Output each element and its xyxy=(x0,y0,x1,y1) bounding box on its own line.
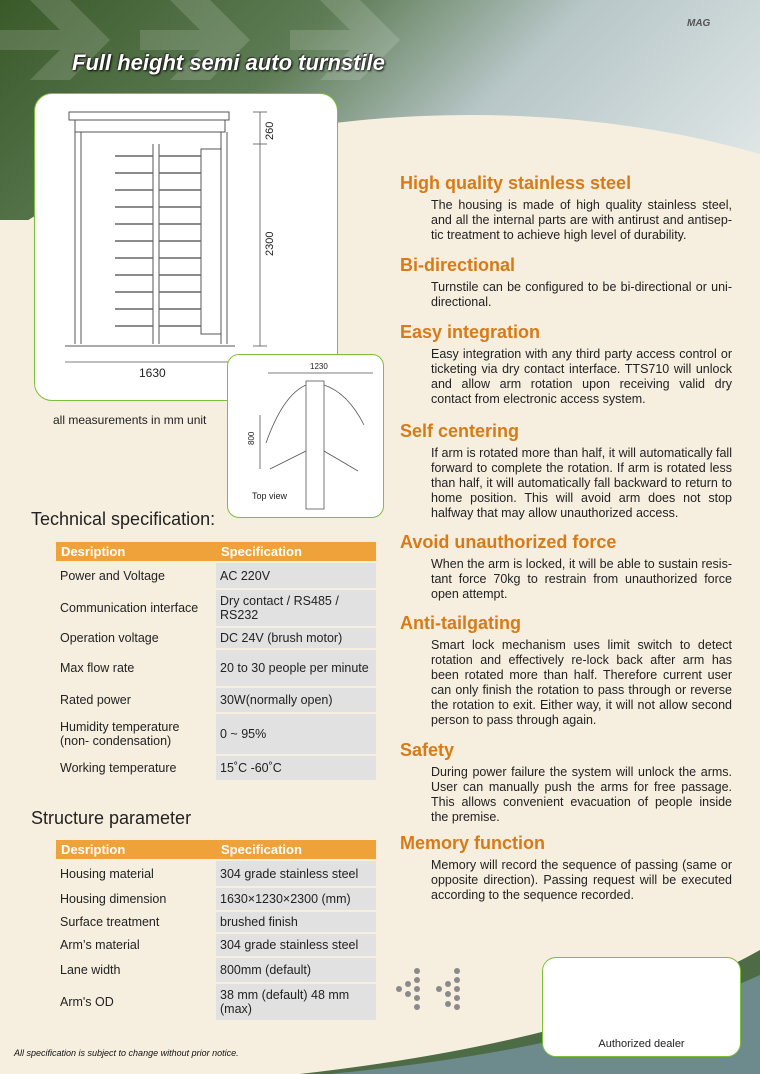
table-row xyxy=(56,628,376,648)
feature-title: High quality stainless steel xyxy=(400,173,632,193)
feature-title: Easy integration xyxy=(400,322,541,342)
feature-title: Self centering xyxy=(400,421,520,441)
row-label: Arm's OD xyxy=(60,995,114,1009)
row-value: 304 grade stainless steel xyxy=(216,861,376,886)
row-value: 38 mm (default) 48 mm (max) xyxy=(216,984,376,1020)
feature-text: The housing is made of high quality stainless steel, and all the internal parts are with antirust and antisep-tic treatment to achieve high level of durability. xyxy=(431,198,732,242)
row-value: DC 24V (brush motor) xyxy=(216,628,376,648)
row-value: Dry contact / RS485 / RS232 xyxy=(216,590,376,626)
row-value: 304 grade stainless steel xyxy=(216,934,376,956)
table-header xyxy=(56,840,376,859)
feature-self-centering xyxy=(400,421,732,521)
table-row xyxy=(56,756,376,780)
technical-table xyxy=(56,540,376,782)
feature-text: Memory will record the sequence of passing (same or opposite direction). Passing request will be executed according to the sequence recorded. xyxy=(431,858,732,902)
turnstile-top-drawing xyxy=(228,355,383,517)
col-specification: Specification xyxy=(216,840,376,859)
col-description: Desription xyxy=(56,542,216,561)
feature-text: During power failure the system will unlock the arms. User can manually push the arms for free passage. This allows convenient evacuation of people inside the premise. xyxy=(431,765,732,824)
unit-note: all measurements in mm unit xyxy=(53,413,207,427)
table-row xyxy=(56,650,376,686)
table-row xyxy=(56,590,376,626)
row-value: 15˚C -60˚C xyxy=(216,756,376,780)
feature-title: Anti-tailgating xyxy=(400,613,521,633)
row-value: 20 to 30 people per minute xyxy=(216,650,376,686)
feature-integration xyxy=(400,322,732,407)
table-header xyxy=(56,542,376,561)
row-value: AC 220V xyxy=(216,563,376,588)
top-view-width: 1230 xyxy=(310,362,328,371)
row-label: Rated power xyxy=(60,693,131,707)
dimension-top: 260 xyxy=(264,121,276,140)
feature-stainless-steel xyxy=(400,173,732,243)
dimension-height: 2300 xyxy=(264,231,276,256)
row-value: 0 ~ 95% xyxy=(216,714,376,754)
dimension-width: 1630 xyxy=(139,366,166,380)
row-label: Surface treatment xyxy=(60,915,160,929)
table-row xyxy=(56,563,376,588)
table-row xyxy=(56,888,376,910)
brand-logo: MAG xyxy=(687,18,711,29)
feature-title: Memory function xyxy=(400,833,546,853)
feature-safety xyxy=(400,740,732,825)
dealer-label: Authorized dealer xyxy=(598,1038,685,1050)
row-label: Humidity temperature (non- condensation) xyxy=(60,720,180,748)
structure-heading: Structure parameter xyxy=(31,808,192,828)
row-value: 30W(normally open) xyxy=(216,688,376,712)
table-row xyxy=(56,861,376,886)
table-row xyxy=(56,958,376,982)
top-view-diagram xyxy=(227,354,384,518)
row-label: Housing material xyxy=(60,866,154,881)
row-label: Arm’s material xyxy=(60,938,140,952)
row-label: Working temperature xyxy=(60,761,177,775)
row-label: Operation voltage xyxy=(60,631,159,645)
row-value: 1630×1230×2300 (mm) xyxy=(216,888,376,910)
dot-arrows-icon xyxy=(393,966,473,1016)
disclaimer: All specification is subject to change without prior notice. xyxy=(14,1048,239,1058)
feature-memory xyxy=(400,833,732,903)
technical-heading: Technical specification: xyxy=(31,509,216,529)
col-specification: Specification xyxy=(216,542,376,561)
row-label: Communication interface xyxy=(60,601,199,615)
feature-text: If arm is rotated more than half, it will automatically fall forward to complete the rotation. If arm is rotated less than half, it will automatically fall backward to return to home position. This will avoid arm does not stop halfway that may allow unauthorized access. xyxy=(431,446,732,520)
top-view-label: Top view xyxy=(252,491,288,501)
row-value: brushed finish xyxy=(216,912,376,932)
table-row xyxy=(56,984,376,1020)
top-view-depth: 800 xyxy=(247,431,256,445)
col-description: Desription xyxy=(56,840,216,859)
table-row xyxy=(56,714,376,754)
row-label: Max flow rate xyxy=(60,661,135,675)
structure-table xyxy=(56,838,376,1022)
feature-text: When the arm is locked, it will be able to sustain resis-tant force 70kg to restrain from unauthorized force open attempt. xyxy=(431,557,732,601)
feature-text: Smart lock mechanism uses limit switch to detect rotation and effectively re-lock back after arm has been rotated more than half. Therefore current user can only finish the rotation to pass through or reverse the rotation to exit. Either way, it will not allow second person to pass through again. xyxy=(431,638,732,727)
table-row xyxy=(56,934,376,956)
row-value: 800mm (default) xyxy=(216,958,376,982)
feature-title: Bi-directional xyxy=(400,255,516,275)
page-title: Full height semi auto turnstile xyxy=(72,50,385,75)
row-label: Power and Voltage xyxy=(60,568,165,583)
feature-text: Easy integration with any third party access control or ticketing via dry contact interface. TTS710 will unlock and allow arm rotation upon receiving valid dry contact from electronic access system. xyxy=(431,347,732,406)
table-row xyxy=(56,688,376,712)
table-row xyxy=(56,912,376,932)
row-label: Housing dimension xyxy=(60,892,167,906)
authorized-dealer-box xyxy=(542,957,741,1057)
feature-title: Avoid unauthorized force xyxy=(400,532,617,552)
feature-unauthorized-force xyxy=(400,532,732,602)
feature-text: Turnstile can be configured to be bi-directional or uni-directional. xyxy=(431,280,732,309)
feature-anti-tailgating xyxy=(400,613,732,728)
row-label: Lane width xyxy=(60,963,121,977)
feature-bidirectional xyxy=(400,255,732,310)
feature-title: Safety xyxy=(400,740,455,760)
